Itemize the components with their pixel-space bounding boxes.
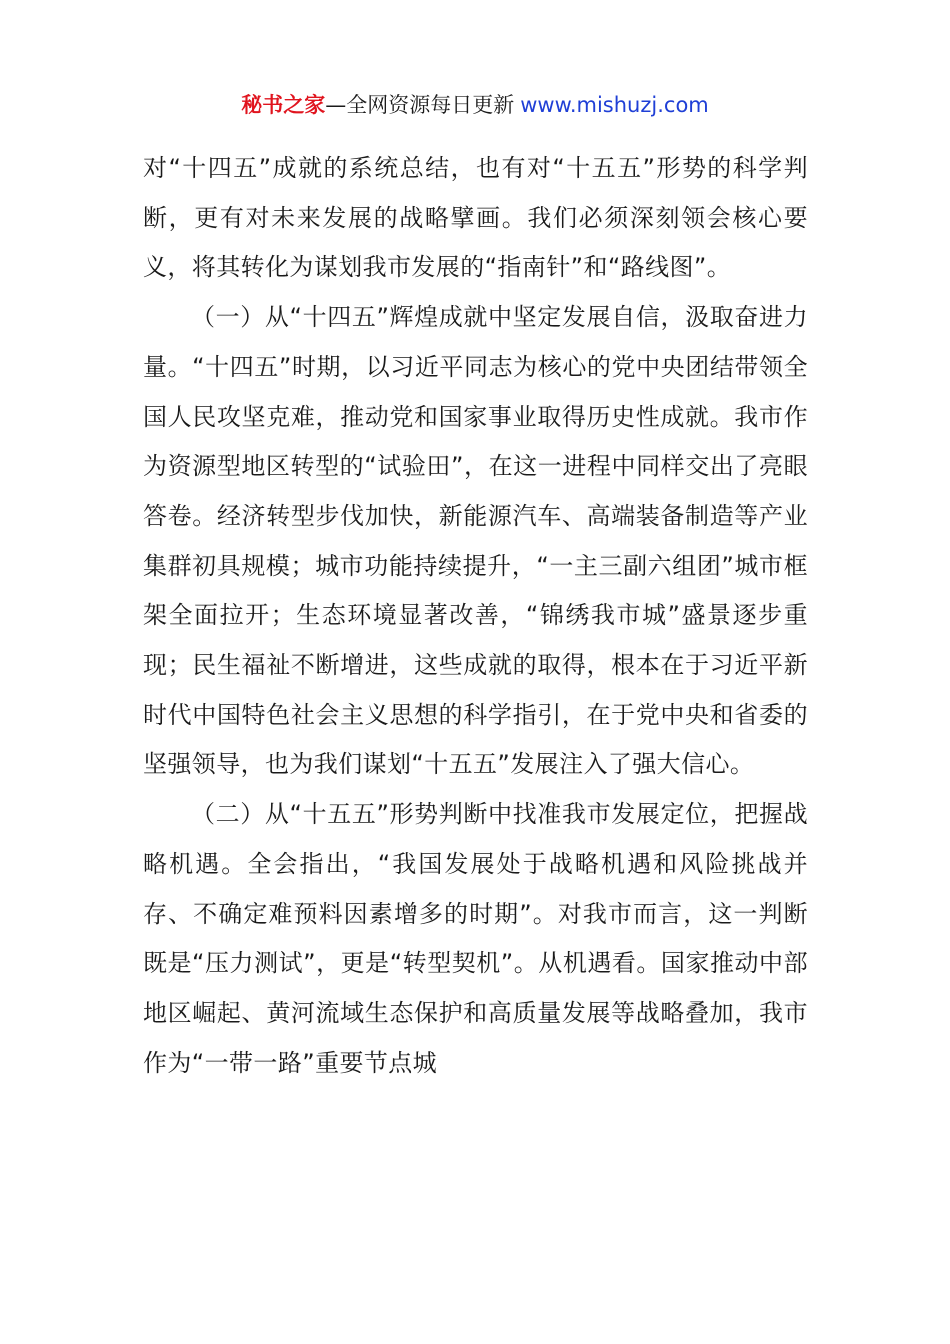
document-body — [143, 144, 808, 1088]
site-url-link[interactable]: www.mishuzj.com — [520, 93, 709, 117]
page-header — [0, 88, 950, 122]
header-dash: — — [325, 93, 347, 117]
paragraph-section-two: （二）从“十五五”形势判断中找准我市发展定位，把握战略机遇。全会指出，“我国发展处于战略机遇和风险挑战并存、不确定难预料因素增多的时期”。对我市而言，这一判断既是“压力测试”，更是“转型契机”。从机遇看。国家推动中部地区崛起、黄河流域生态保护和高质量发展等战略叠加，我市作为“一带一路”重要节点城 — [143, 800, 808, 1077]
brand-name: 秘书之家 — [241, 93, 326, 117]
paragraph-continuation: 对“十四五”成就的系统总结，也有对“十五五”形势的科学判断，更有对未来发展的战略擘画。我们必须深刻领会核心要义，将其转化为谋划我市发展的“指南针”和“路线图”。 — [143, 154, 808, 282]
paragraph-section-one: （一）从“十四五”辉煌成就中坚定发展自信，汲取奋进力量。“十四五”时期，以习近平同志为核心的党中央团结带领全国人民攻坚克难，推动党和国家事业取得历史性成就。我市作为资源型地区转型的“试验田”，在这一进程中同样交出了亮眼答卷。经济转型步伐加快，新能源汽车、高端装备制造等产业集群初具规模；城市功能持续提升，“一主三副六组团”城市框架全面拉开；生态环境显著改善，“锦绣我市城”盛景逐步重现；民生福祉不断增进，这些成就的取得，根本在于习近平新时代中国特色社会主义思想的科学指引，在于党中央和省委的坚强领导，也为我们谋划“十五五”发展注入了强大信心。 — [143, 303, 808, 779]
header-slogan: 全网资源每日更新 — [346, 93, 515, 117]
